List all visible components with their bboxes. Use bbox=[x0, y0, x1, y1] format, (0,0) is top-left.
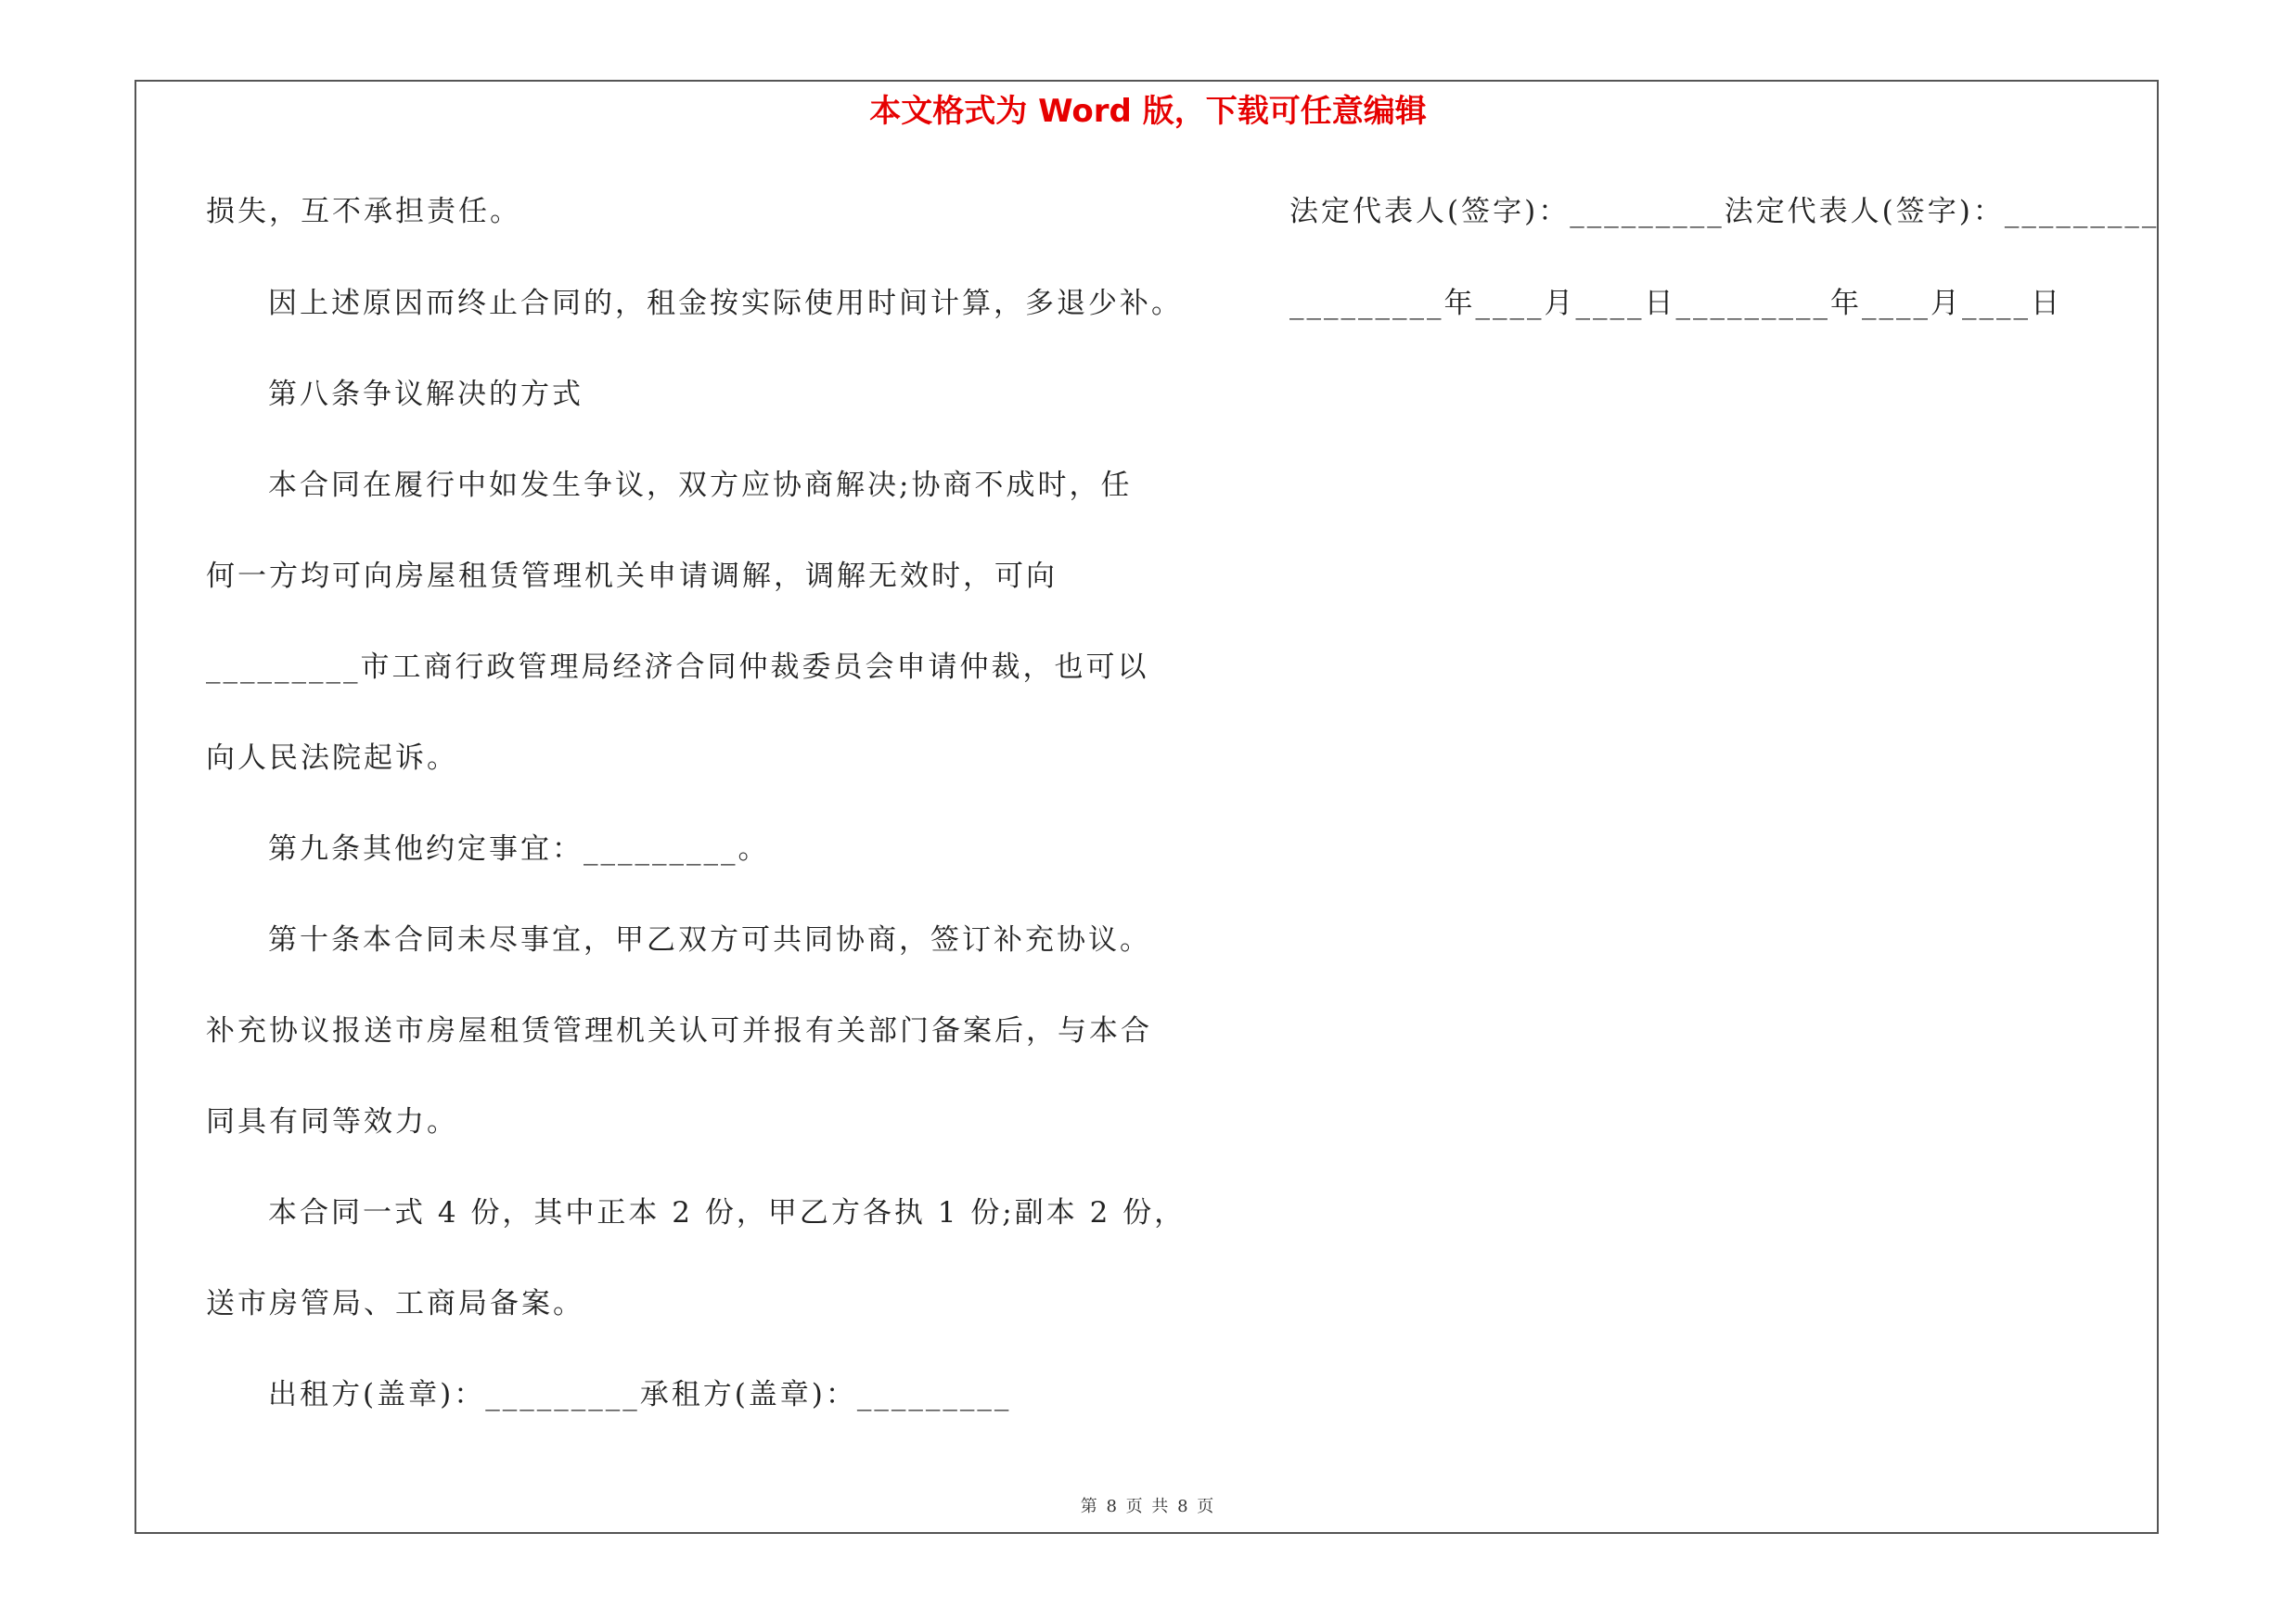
paragraph-line: _________市工商行政管理局经济合同仲裁委员会申请仲裁，也可以 bbox=[206, 650, 1149, 684]
paragraph-line: 何一方均可向房屋租赁管理机关申请调解，调解无效时，可向 bbox=[206, 560, 1058, 593]
paragraph-line: 向人民法院起诉。 bbox=[206, 741, 458, 775]
paragraph-line: 损失，互不承担责任。 bbox=[206, 195, 521, 228]
paragraph-line: 送市房管局、工商局备案。 bbox=[206, 1287, 584, 1320]
paragraph-line: 同具有同等效力。 bbox=[206, 1105, 458, 1139]
article-10-line: 第十条本合同未尽事宜，甲乙双方可共同协商，签订补充协议。 bbox=[268, 923, 1151, 957]
article-9-line: 第九条其他约定事宜：_________。 bbox=[268, 832, 770, 866]
section-heading-article-8: 第八条争议解决的方式 bbox=[268, 378, 584, 411]
page-number-footer: 第 8 页 共 8 页 bbox=[1080, 1497, 1216, 1516]
signature-date-line: _________年____月____日_________年____月____日 bbox=[1289, 287, 2062, 320]
paragraph-line: 因上述原因而终止合同的，租金按实际使用时间计算，多退少补。 bbox=[268, 287, 1183, 320]
legal-representative-signature-line: 法定代表人(签字)：_________法定代表人(签字)：_________ bbox=[1289, 195, 2160, 228]
paragraph-line: 补充协议报送市房屋租赁管理机关认可并报有关部门备案后，与本合 bbox=[206, 1014, 1152, 1048]
format-notice-banner: 本文格式为 Word 版，下载可任意编辑 bbox=[869, 93, 1427, 130]
paragraph-line: 本合同在履行中如发生争议，双方应协商解决;协商不成时，任 bbox=[268, 469, 1133, 502]
seal-line-parties: 出租方(盖章)：_________承租方(盖章)：_________ bbox=[268, 1378, 1012, 1411]
paragraph-line: 本合同一式 4 份，其中正本 2 份，甲乙方各执 1 份;副本 2 份， bbox=[268, 1196, 1186, 1230]
